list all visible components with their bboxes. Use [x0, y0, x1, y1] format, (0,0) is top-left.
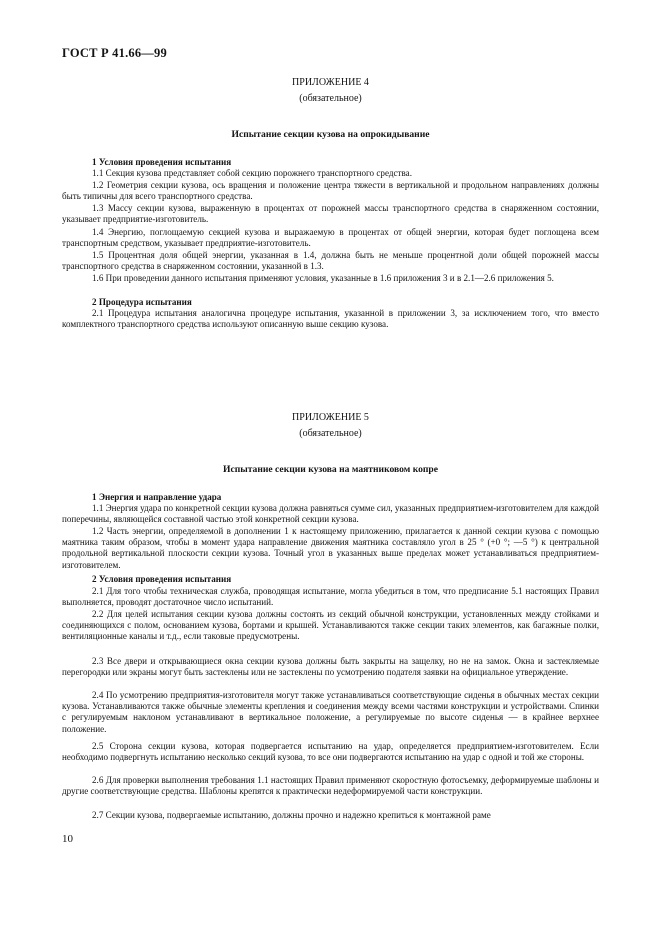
- appendix4-paragraph-1-3: 1.3 Массу секции кузова, выраженную в процентах от порожней массы транспортного средства в снаряженном состоянии, указывает предприятие-изготовитель.: [62, 203, 599, 225]
- appendix5-paragraph-2-4: 2.4 По усмотрению предприятия-изготовителя могут также устанавливаться соответствующие сиденья в обычных местах секции кузова. Устанавливаются также обычные элементы крепления и соединения между всеми частями конструкции и устройствами. Спинки с регулируемым наклоном устанавливают в вертикальное положение, а регулируемые по высоте сиденья — в крайнее верхнее положение.: [62, 690, 599, 734]
- appendix4-paragraph-1-4: 1.4 Энергию, поглощаемую секцией кузова и выражаемую в процентах от общей энергии, которая будет поглощена всем транспортным средством, указывает предприятие-изготовитель.: [62, 227, 599, 249]
- appendix5-paragraph-2-6: 2.6 Для проверки выполнения требования 1.1 настоящих Правил применяют скоростную фотосъемку, деформируемые шаблоны и другие соответствующие средства. Шаблоны крепятся к практически недеформируемой части конструкции.: [62, 775, 599, 797]
- appendix4-section1-title: 1 Условия проведения испытания: [92, 157, 232, 167]
- appendix4-paragraph-1-1: 1.1 Секция кузова представляет собой секцию порожнего транспортного средства.: [92, 168, 412, 178]
- page-number: 10: [62, 833, 73, 845]
- appendix5-paragraph-1-2: 1.2 Часть энергии, определяемой в дополнении 1 к настоящему приложению, прилагается к данной секции кузова с помощью маятника таким образом, чтобы в момент удара направление движения маятника составляло угол в 25 ° (+0 °; —5 °) к центральной продольной вертикальной плоскости секции кузова. Точный угол в указанных выше пределах может устанавливаться предприятием-изготовителем.: [62, 526, 599, 570]
- appendix5-title: ПРИЛОЖЕНИЕ 5: [292, 412, 369, 423]
- appendix4-paragraph-1-6: 1.6 При проведении данного испытания применяют условия, указанные в 1.6 приложения 3 и в 2.1—2.6 приложения 5.: [92, 273, 554, 283]
- appendix5-section1-title: 1 Энергия и направление удара: [92, 492, 222, 502]
- document-code: ГОСТ Р 41.66—99: [62, 46, 167, 60]
- appendix4-section2-title: 2 Процедура испытания: [92, 297, 192, 307]
- appendix4-title: ПРИЛОЖЕНИЕ 4: [292, 77, 369, 88]
- appendix5-paragraph-2-3: 2.3 Все двери и открывающиеся окна секции кузова должны быть закрыты на защелку, но не на замок. Окна и застекляемые перегородки или экраны могут быть застеклены или не застеклены по усмотрению подателя заявки на официальное утверждение.: [62, 656, 599, 678]
- appendix5-paragraph-2-1: 2.1 Для того чтобы техническая служба, проводящая испытание, могла убедиться в том, что предписание 5.1 настоящих Правил выполняется, проводят достаточное число испытаний.: [62, 586, 599, 608]
- appendix5-paragraph-2-7: 2.7 Секции кузова, подвергаемые испытанию, должны прочно и надежно крепиться к монтажной раме: [92, 810, 491, 820]
- appendix5-paragraph-2-5: 2.5 Сторона секции кузова, которая подвергается испытанию на удар, определяется предприятием-изготовителем. Если необходимо подвергнуть испытанию несколько секций кузова, то все они подвергаются испытанию на удар с одной и той же стороны.: [62, 741, 599, 763]
- appendix4-status: (обязательное): [299, 93, 362, 104]
- appendix4-paragraph-2-1: 2.1 Процедура испытания аналогична процедуре испытания, указанной в приложении 3, за исключением того, что вместо комплектного транспортного средства используют описанную выше секцию кузова.: [62, 308, 599, 330]
- appendix5-section2-title: 2 Условия проведения испытания: [92, 574, 232, 584]
- appendix5-paragraph-1-1: 1.1 Энергия удара по конкретной секции кузова должна равняться сумме сил, указанных предприятием-изготовителем для каждой поперечины, являющейся составной частью этой конкретной секции кузова.: [62, 503, 599, 525]
- appendix5-status: (обязательное): [299, 428, 362, 439]
- appendix4-paragraph-1-5: 1.5 Процентная доля общей энергии, указанная в 1.4, должна быть не меньше процентной доли общей порожней массы транспортного средства в снаряженном состоянии, указанной в 1.3.: [62, 250, 599, 272]
- appendix5-paragraph-2-2: 2.2 Для целей испытания секции кузова должны состоять из секций обычной конструкции, установленных между стойками и соединяющихся с полом, основанием кузова, бортами и крышей. Устанавливаются также секции таких элементов, как багажные полки, вентиляционные каналы и т.д., если таковые предусмотрены.: [62, 609, 599, 642]
- appendix4-heading: Испытание секции кузова на опрокидывание: [231, 129, 430, 140]
- appendix4-paragraph-1-2: 1.2 Геометрия секции кузова, ось вращения и положение центра тяжести в вертикальной и продольном направлениях должны быть типичны для всего транспортного средства.: [62, 180, 599, 202]
- appendix5-heading: Испытание секции кузова на маятниковом копре: [222, 464, 439, 475]
